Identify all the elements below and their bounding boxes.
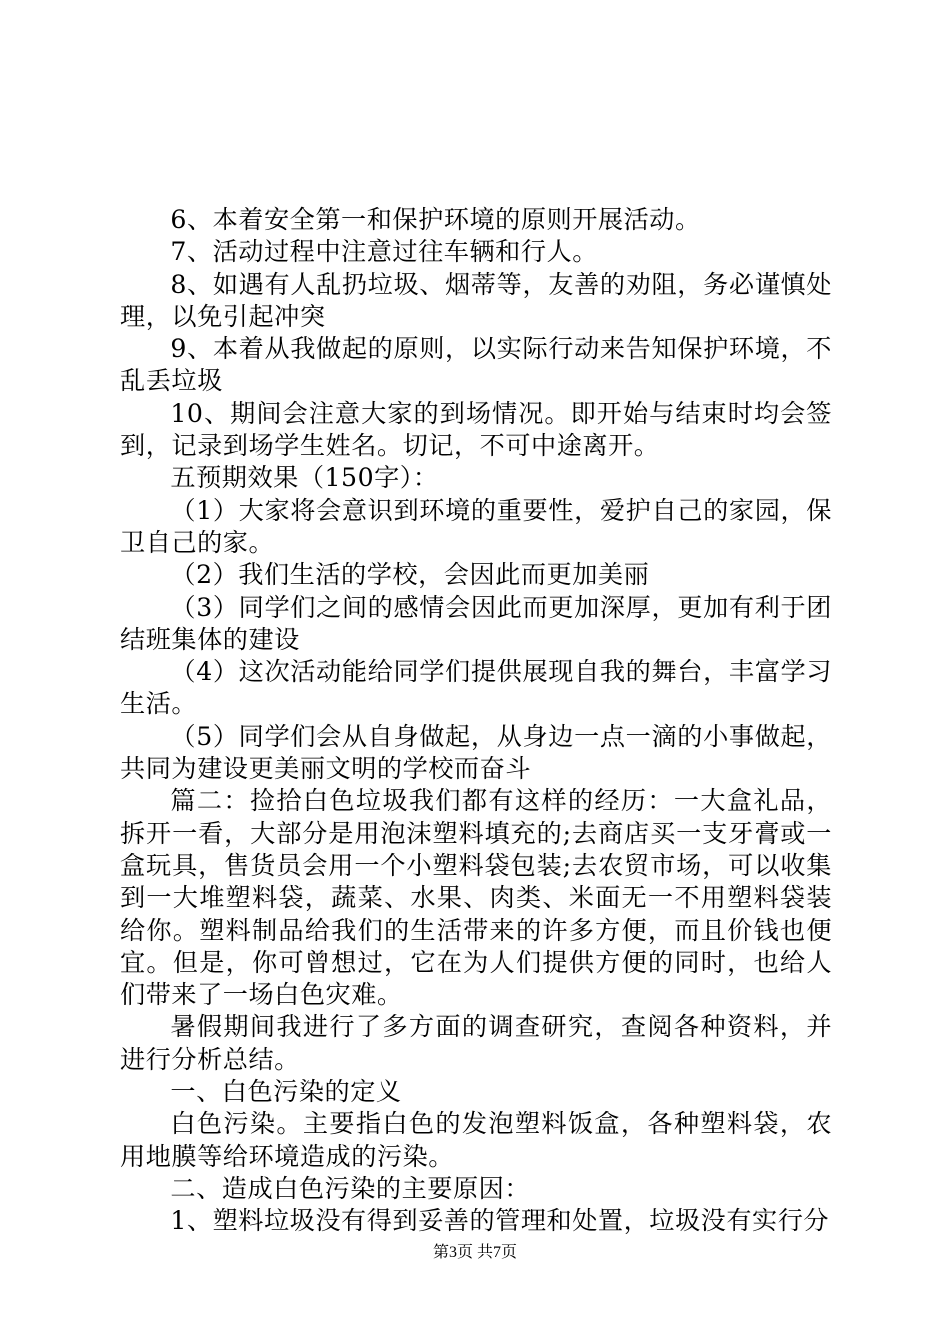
- paragraph-item-8: 8、如遇有人乱扔垃圾、烟蒂等，友善的劝阻，务必谨慎处理，以免引起冲突: [120, 269, 832, 331]
- paragraph-item-10: 10、期间会注意大家的到场情况。即开始与结束时均会签到，记录到场学生姓名。切记，不可中途离开。: [120, 398, 832, 461]
- section-heading-definition: 一、白色污染的定义: [170, 1077, 402, 1107]
- effect-item-5: （5）同学们会从自身做起，从身边一点一滴的小事做起，共同为建设更美丽文明的学校而奋斗: [120, 721, 832, 784]
- chapter-two-intro: 篇二：捡拾白色垃圾我们都有这样的经历：一大盒礼品，拆开一看，大部分是用泡沫塑料填充的;去商店买一支牙膏或一盒玩具，售货员会用一个小塑料袋包装;去农贸市场，可以收集到一大堆塑料袋，蔬菜、水果、肉类、米面无一不用塑料袋装给你。塑料制品给我们的生活带来的许多方便，而且价钱也便宜。但是，你可曾想过，它在为人们提供方便的同时，也给人们带来了一场白色灾难。: [120, 786, 832, 1010]
- effect-item-2: （2）我们生活的学校，会因此而更加美丽: [170, 560, 650, 590]
- paragraph-item-6: 6、本着安全第一和保护环境的原则开展活动。: [170, 205, 701, 234]
- page-number-footer: 第3页 共7页: [432, 1244, 517, 1261]
- paragraph-item-7: 7、活动过程中注意过往车辆和行人。: [170, 237, 598, 267]
- effect-item-3: （3）同学们之间的感情会因此而更加深厚，更加有利于团结班集体的建设: [120, 592, 832, 654]
- cause-item-1: 1、塑料垃圾没有得到妥善的管理和处置，垃圾没有实行分: [170, 1206, 830, 1236]
- summer-research-paragraph: 暑假期间我进行了多方面的调查研究，查阅各种资料，并进行分析总结。: [120, 1012, 832, 1074]
- effect-item-1: （1）大家将会意识到环境的重要性，爱护自己的家园，保卫自己的家。: [120, 495, 832, 557]
- definition-paragraph: 白色污染。主要指白色的发泡塑料饭盒，各种塑料袋，农用地膜等给环境造成的污染。: [120, 1109, 832, 1171]
- effect-item-4: （4）这次活动能给同学们提供展现自我的舞台，丰富学习生活。: [120, 657, 832, 719]
- paragraph-item-9: 9、本着从我做起的原则，以实际行动来告知保护环境，不乱丢垃圾: [120, 334, 832, 396]
- section-heading-expected-effects: 五预期效果（150字）：: [170, 463, 439, 493]
- section-heading-causes: 二、造成白色污染的主要原因：: [170, 1173, 531, 1203]
- document-body: [120, 204, 832, 1238]
